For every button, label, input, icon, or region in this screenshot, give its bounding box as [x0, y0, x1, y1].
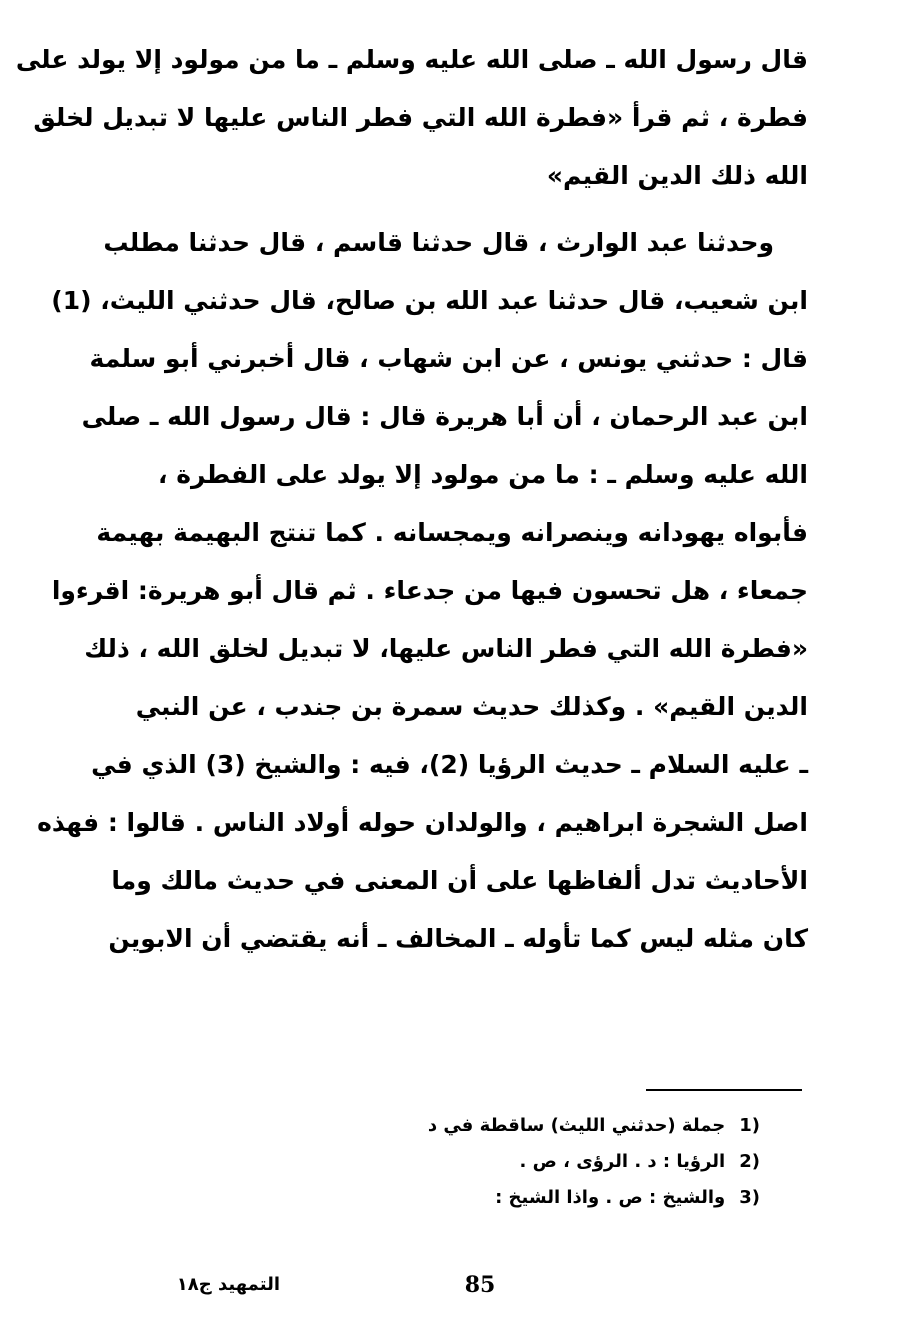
text-line: الله عليه وسلم ـ : ما من مولود إلا يولد على الفطرة ، [158, 460, 808, 489]
text-line: ابن شعيب، قال حدثنا عبد الله بن صالح، قال حدثني الليث، (1) [51, 286, 808, 315]
text-line: الله ذلك الدين القيم» [546, 161, 808, 190]
footnote-number: (1 [739, 1115, 760, 1136]
footnotes [300, 1108, 760, 1216]
text-line: كان مثله ليس كما تأوله ـ المخالف ـ أنه يقتضي أن الابوين [108, 924, 808, 953]
footnote-divider [646, 1089, 802, 1091]
running-footer: التمهيد ج١٨ [176, 1274, 280, 1295]
text-line: ـ عليه السلام ـ حديث الرؤيا (2)، فيه : والشيخ (3) الذي في [91, 750, 808, 779]
footnote-number: (2 [739, 1151, 760, 1172]
footnote-text: والشيخ : ص . واذا الشيخ : [495, 1187, 726, 1208]
footnote-3 [300, 1180, 760, 1216]
text-line: اصل الشجرة ابراهيم ، والولدان حوله أولاد الناس . قالوا : فهذه [37, 808, 808, 837]
footnote-2 [300, 1144, 760, 1180]
text-line: فطرة ، ثم قرأ «فطرة الله التي فطر الناس عليها لا تبديل لخلق [33, 103, 808, 132]
paragraph-2 [37, 214, 808, 968]
footnote-number: (3 [739, 1187, 760, 1208]
text-line: ابن عبد الرحمان ، أن أبا هريرة قال : قال رسول الله ـ صلى [81, 402, 808, 431]
text-line: فأبواه يهودانه وينصرانه ويمجسانه . كما تنتج البهيمة بهيمة [96, 518, 808, 547]
footnote-text: جملة (حدثني الليث) ساقطة في د [427, 1115, 726, 1136]
page-number: 85 [464, 1272, 496, 1298]
text-line: وحدثنا عبد الوارث ، قال حدثنا قاسم ، قال حدثنا مطلب [103, 228, 774, 257]
text-line: الأحاديث تدل ألفاظها على أن المعنى في حديث مالك وما [111, 866, 808, 895]
paragraph-1 [15, 31, 808, 205]
text-line: قال : حدثني يونس ، عن ابن شهاب ، قال أخبرني أبو سلمة [89, 344, 808, 373]
footnote-1 [300, 1108, 760, 1144]
text-line: «فطرة الله التي فطر الناس عليها، لا تبديل لخلق الله ، ذلك [84, 634, 808, 663]
text-line: قال رسول الله ـ صلى الله عليه وسلم ـ ما من مولود إلا يولد على [15, 45, 808, 74]
footnote-text: الرؤيا : د . الرؤى ، ص . [519, 1151, 726, 1172]
text-line: جمعاء ، هل تحسون فيها من جدعاء . ثم قال أبو هريرة: اقرءوا [51, 576, 808, 605]
text-line: الدين القيم» . وكذلك حديث سمرة بن جندب ، عن النبي [135, 692, 808, 721]
